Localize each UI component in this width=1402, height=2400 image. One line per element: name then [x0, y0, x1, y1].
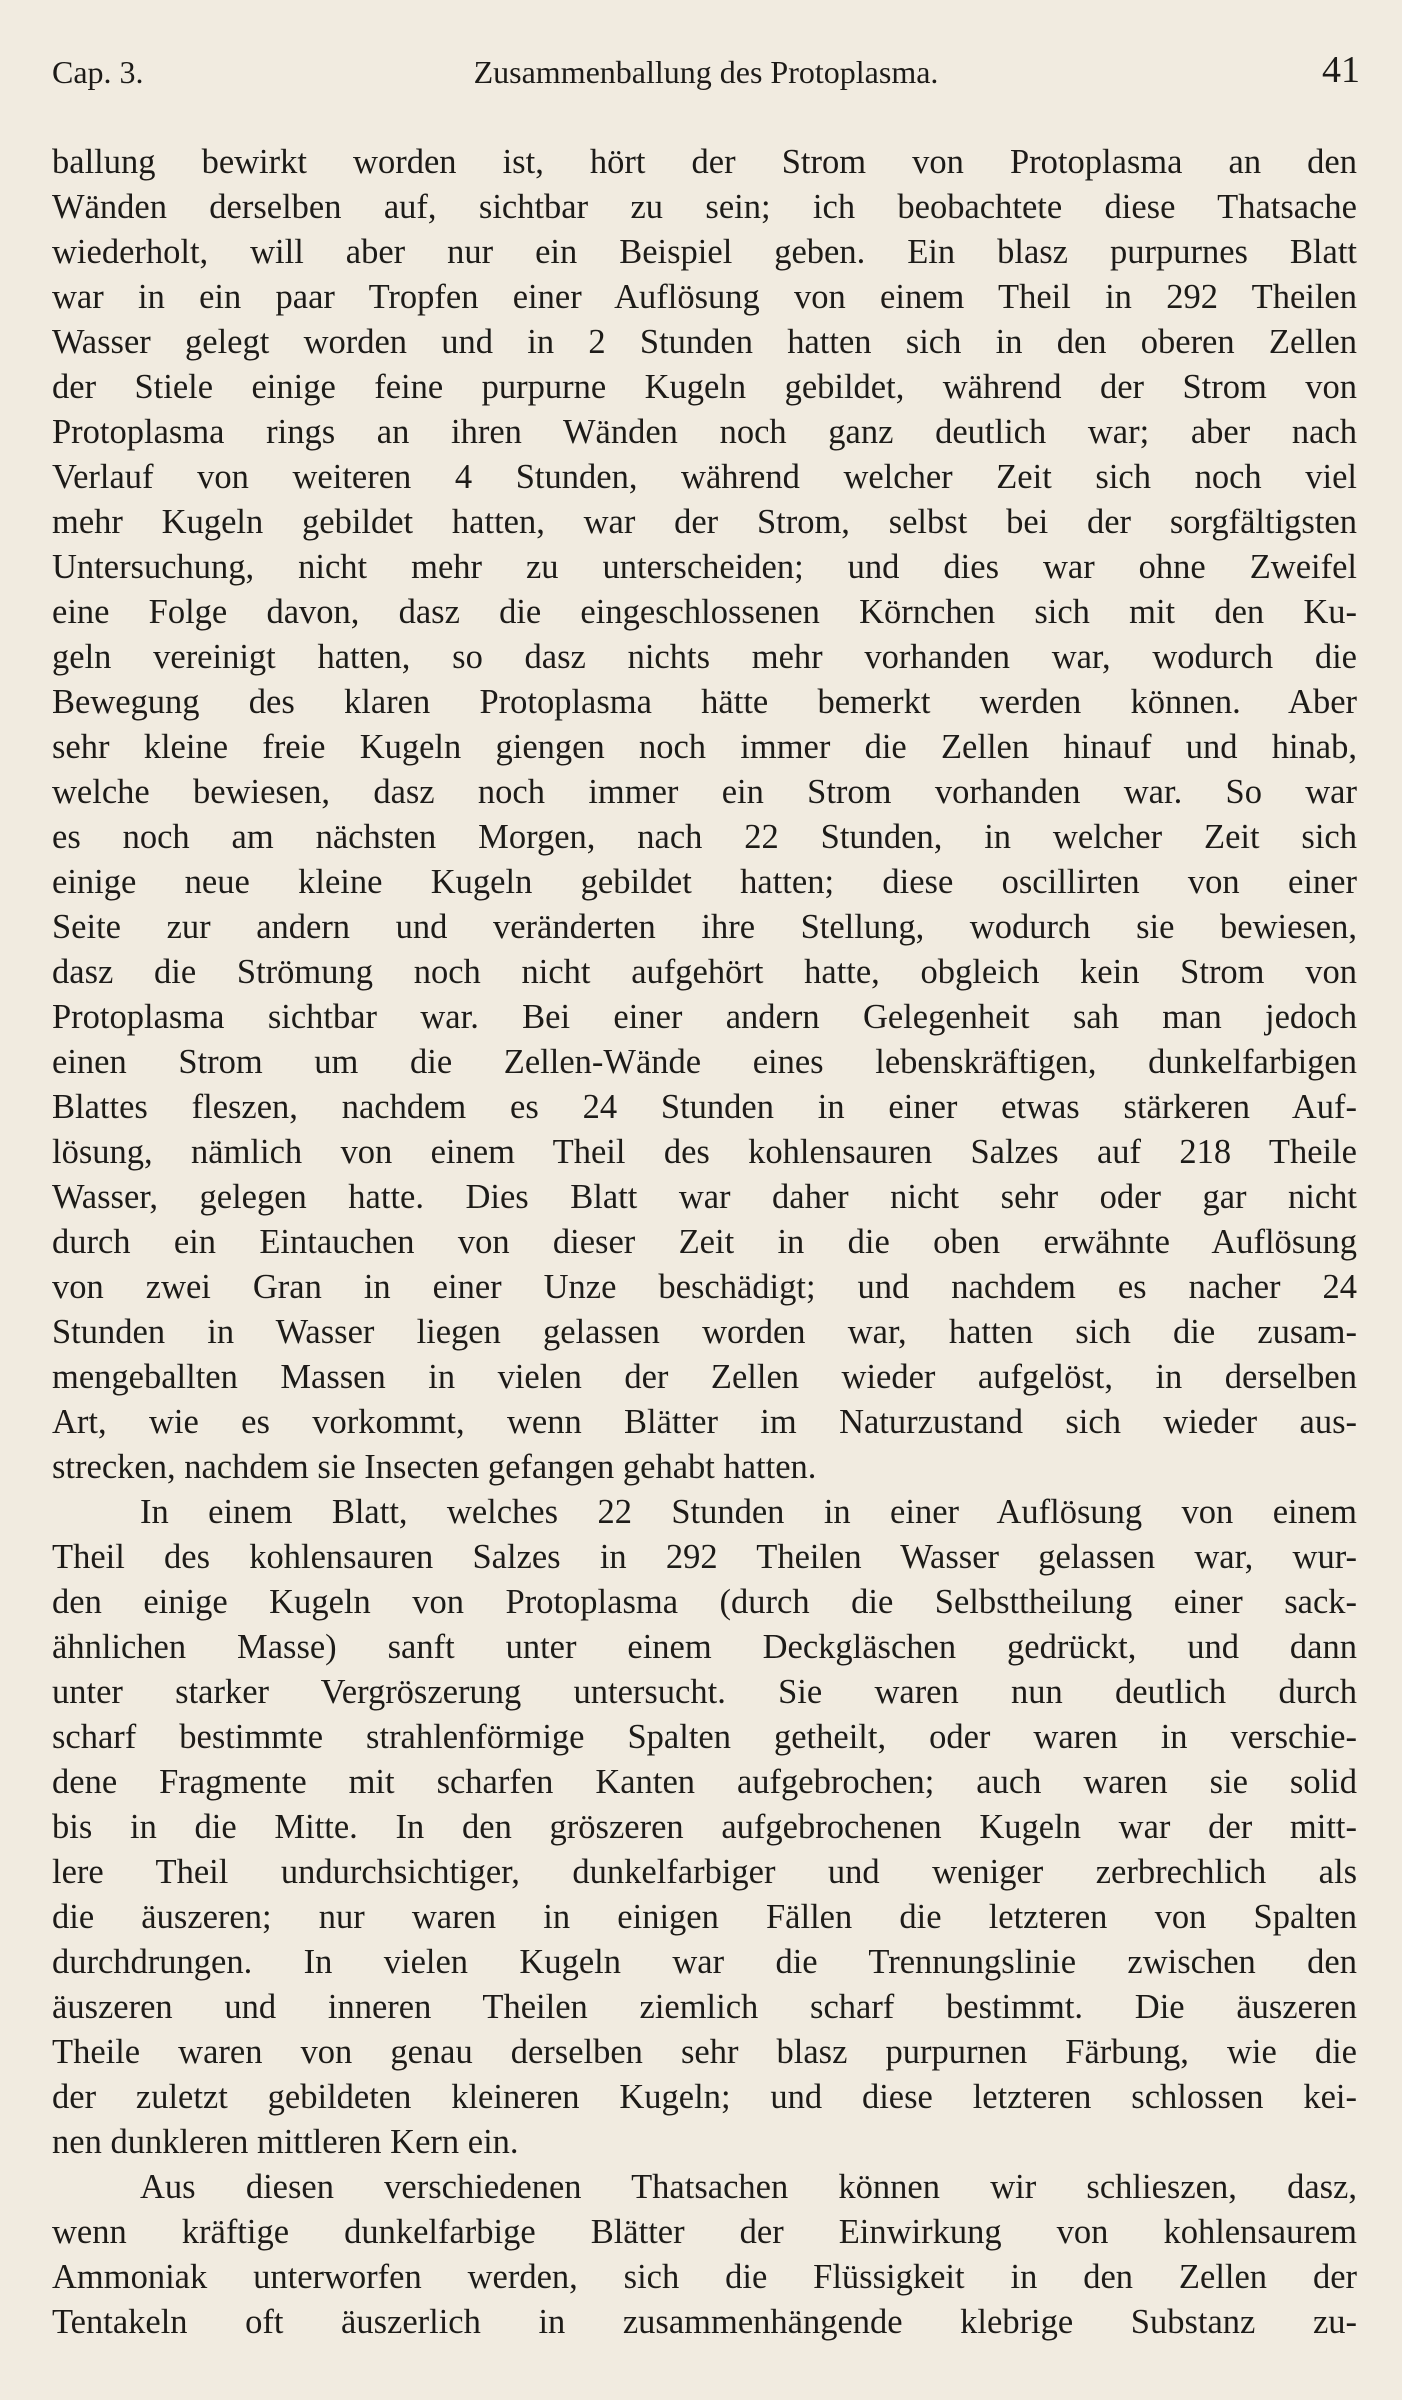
- text-line: mengeballten Massen in vielen der Zellen wieder aufgelöst, in derselben: [52, 1358, 1357, 1396]
- paragraph: [52, 140, 1357, 1490]
- text-line: Bewegung des klaren Protoplasma hätte bemerkt werden können. Aber: [52, 683, 1357, 721]
- text-line: bis in die Mitte. In den gröszeren aufgebrochenen Kugeln war der mitt-: [52, 1808, 1357, 1846]
- text-line: strecken, nachdem sie Insecten gefangen gehabt hatten.: [52, 1448, 817, 1486]
- text-line: dene Fragmente mit scharfen Kanten aufgebrochen; auch waren sie solid: [52, 1763, 1357, 1801]
- text-line: Tentakeln oft äuszerlich in zusammenhängende klebrige Substanz zu-: [52, 2303, 1357, 2341]
- text-line: Blattes fleszen, nachdem es 24 Stunden in einer etwas stärkeren Auf-: [52, 1088, 1357, 1126]
- paragraph: [52, 1490, 1357, 2165]
- text-line: Art, wie es vorkommt, wenn Blätter im Naturzustand sich wieder aus-: [52, 1403, 1357, 1441]
- text-line: es noch am nächsten Morgen, nach 22 Stunden, in welcher Zeit sich: [52, 818, 1357, 856]
- text-line: Ammoniak unterworfen werden, sich die Flüssigkeit in den Zellen der: [52, 2258, 1357, 2296]
- text-line: Seite zur andern und veränderten ihre Stellung, wodurch sie bewiesen,: [52, 908, 1357, 946]
- text-line: Wasser, gelegen hatte. Dies Blatt war daher nicht sehr oder gar nicht: [52, 1178, 1357, 1216]
- text-line: Wasser gelegt worden und in 2 Stunden hatten sich in den oberen Zellen: [52, 323, 1357, 361]
- text-line: der Stiele einige feine purpurne Kugeln gebildet, während der Strom von: [52, 368, 1357, 406]
- text-line: sehr kleine freie Kugeln giengen noch immer die Zellen hinauf und hinab,: [52, 728, 1357, 766]
- text-line: ballung bewirkt worden ist, hört der Strom von Protoplasma an den: [52, 143, 1357, 181]
- text-line: einen Strom um die Zellen-Wände eines lebenskräftigen, dunkelfarbigen: [52, 1043, 1357, 1081]
- text-line: wiederholt, will aber nur ein Beispiel geben. Ein blasz purpurnes Blatt: [52, 233, 1357, 271]
- text-line: ähnlichen Masse) sanft unter einem Deckgläschen gedrückt, und dann: [52, 1628, 1357, 1666]
- text-line: welche bewiesen, dasz noch immer ein Strom vorhanden war. So war: [52, 773, 1357, 811]
- text-line: Stunden in Wasser liegen gelassen worden war, hatten sich die zusam-: [52, 1313, 1357, 1351]
- chapter-label: Cap. 3.: [52, 54, 144, 90]
- running-title: Zusammenballung des Protoplasma.: [473, 54, 939, 90]
- text-line: Untersuchung, nicht mehr zu unterscheiden; und dies war ohne Zweifel: [52, 548, 1357, 586]
- text-line: Protoplasma rings an ihren Wänden noch ganz deutlich war; aber nach: [52, 413, 1357, 451]
- text-line: Verlauf von weiteren 4 Stunden, während welcher Zeit sich noch viel: [52, 458, 1357, 496]
- body-text: [52, 140, 1357, 2345]
- text-line: dasz die Strömung noch nicht aufgehört hatte, obgleich kein Strom von: [52, 953, 1357, 991]
- text-line: scharf bestimmte strahlenförmige Spalten getheilt, oder waren in verschie-: [52, 1718, 1357, 1756]
- text-line: eine Folge davon, dasz die eingeschlossenen Körnchen sich mit den Ku-: [52, 593, 1357, 631]
- running-header: [52, 48, 1360, 98]
- text-line: äuszeren und inneren Theilen ziemlich scharf bestimmt. Die äuszeren: [52, 1988, 1357, 2026]
- text-line: wenn kräftige dunkelfarbige Blätter der Einwirkung von kohlensaurem: [52, 2213, 1357, 2251]
- paragraph: [52, 2165, 1357, 2345]
- text-line: durch ein Eintauchen von dieser Zeit in die oben erwähnte Auflösung: [52, 1223, 1357, 1261]
- text-line: Theil des kohlensauren Salzes in 292 Theilen Wasser gelassen war, wur-: [52, 1538, 1357, 1576]
- text-line: Protoplasma sichtbar war. Bei einer andern Gelegenheit sah man jedoch: [52, 998, 1357, 1036]
- text-line: nen dunkleren mittleren Kern ein.: [52, 2123, 519, 2161]
- text-line: war in ein paar Tropfen einer Auflösung von einem Theil in 292 Theilen: [52, 278, 1357, 316]
- text-line: von zwei Gran in einer Unze beschädigt; und nachdem es nacher 24: [52, 1268, 1357, 1306]
- text-line: Theile waren von genau derselben sehr blasz purpurnen Färbung, wie die: [52, 2033, 1357, 2071]
- text-line: den einige Kugeln von Protoplasma (durch die Selbsttheilung einer sack-: [52, 1583, 1357, 1621]
- text-line: die äuszeren; nur waren in einigen Fällen die letzteren von Spalten: [52, 1898, 1357, 1936]
- page-number: 41: [1322, 49, 1360, 91]
- text-line: lere Theil undurchsichtiger, dunkelfarbiger und weniger zerbrechlich als: [52, 1853, 1357, 1891]
- text-line: durchdrungen. In vielen Kugeln war die Trennungslinie zwischen den: [52, 1943, 1357, 1981]
- text-line: geln vereinigt hatten, so dasz nichts mehr vorhanden war, wodurch die: [52, 638, 1357, 676]
- text-line: der zuletzt gebildeten kleineren Kugeln; und diese letzteren schlossen kei-: [52, 2078, 1357, 2116]
- text-line: mehr Kugeln gebildet hatten, war der Strom, selbst bei der sorgfältigsten: [52, 503, 1357, 541]
- text-line: unter starker Vergröszerung untersucht. Sie waren nun deutlich durch: [52, 1673, 1357, 1711]
- text-line: Aus diesen verschiedenen Thatsachen können wir schlieszen, dasz,: [140, 2168, 1357, 2206]
- text-line: einige neue kleine Kugeln gebildet hatten; diese oscillirten von einer: [52, 863, 1357, 901]
- text-line: Wänden derselben auf, sichtbar zu sein; ich beobachtete diese Thatsache: [52, 188, 1357, 226]
- text-line: In einem Blatt, welches 22 Stunden in einer Auflösung von einem: [140, 1493, 1357, 1531]
- text-line: lösung, nämlich von einem Theil des kohlensauren Salzes auf 218 Theile: [52, 1133, 1357, 1171]
